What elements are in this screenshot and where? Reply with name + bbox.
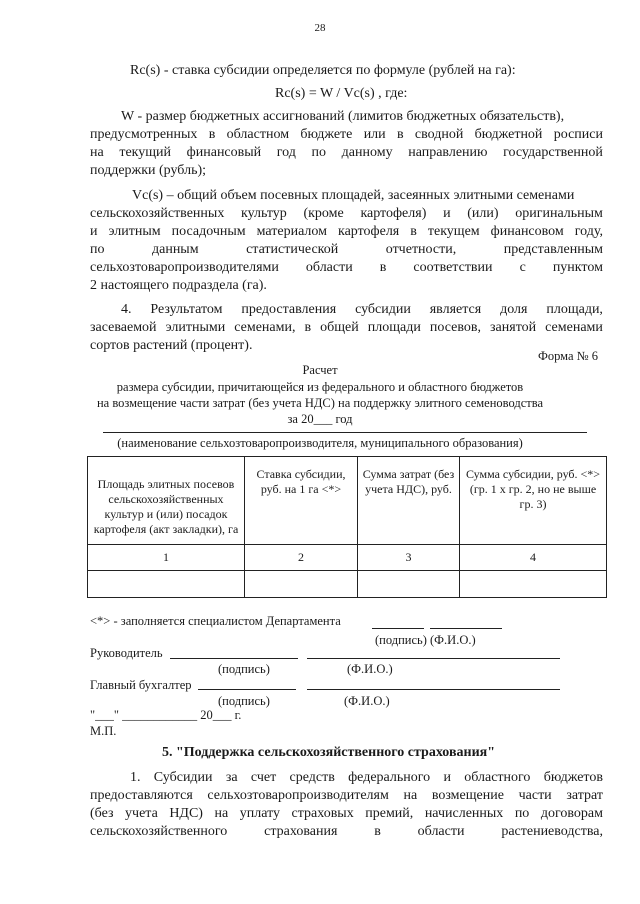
- form-subtitle: размера субсидии, причитающейся из федерального и областного бюджетов: [116, 380, 524, 394]
- justified-line: (без учета НДС) на уплату страховых премий, начисленных по договорам: [90, 806, 603, 821]
- subsidy-rate-definition: Rc(s) - ставка субсидии определяется по формуле (рублей на га):: [130, 63, 516, 78]
- text-line: 2 настоящего подраздела (га).: [90, 278, 267, 293]
- justified-line: предусмотренных в областном бюджете или в сводной бюджетной росписи: [90, 127, 603, 142]
- text-line: сортов растений (процент).: [90, 338, 253, 353]
- calculation-table: [87, 456, 607, 598]
- acc-fio-line: [307, 689, 560, 690]
- justified-line: по данным статистической отчетности, представленным: [90, 242, 603, 257]
- signature-line: [372, 628, 424, 629]
- empty-cell: [88, 571, 245, 598]
- justified-line: 4. Результатом предоставления субсидии является доля площади,: [121, 302, 603, 317]
- w-definition: W - размер бюджетных ассигнований (лимитов бюджетных обязательств),: [121, 109, 565, 124]
- name-fill-line: [103, 432, 587, 433]
- page-number: 28: [314, 22, 326, 34]
- head-label: Руководитель: [90, 646, 163, 660]
- name-caption: (наименование сельхозтоваропроизводителя, муниципального образования): [117, 436, 523, 450]
- footnote: <*> - заполняется специалистом Департамента: [90, 614, 341, 628]
- formula: Rc(s) = W / Vc(s) , где:: [275, 86, 408, 101]
- section-heading: 5. "Поддержка сельскохозяйственного страхования": [162, 745, 495, 760]
- date-line: "___" ____________ 20___ г.: [90, 708, 242, 722]
- acc-signature-line: [198, 689, 296, 690]
- justified-line: засеваемой элитными семенами, в общей площади посевов, занятой семенами: [90, 320, 603, 335]
- header-costs: Сумма затрат (без учета НДС), руб.: [358, 457, 460, 545]
- col-number: 4: [460, 545, 607, 571]
- form-subtitle: на возмещение части затрат (без учета НДС) на поддержку элитного семеноводства: [96, 396, 544, 410]
- header-area: Площадь элитных посевов сельскохозяйственных культур и (или) посадок картофеля (акт закладки), га: [88, 457, 245, 545]
- justified-line: сельскохозяйственного страхования в области растениеводства,: [90, 824, 603, 839]
- form-title: Расчет: [302, 363, 338, 377]
- form-label: Форма № 6: [538, 349, 598, 363]
- header-rate: Ставка субсидии, руб. на 1 га <*>: [245, 457, 358, 545]
- acc-caption-sign: (подпись): [218, 694, 270, 708]
- vc-definition: Vc(s) – общий объем посевных площадей, засеянных элитными семенами: [132, 188, 575, 203]
- justified-line: сельхозтоваропроизводителями области в соответствии с пунктом: [90, 260, 603, 275]
- justified-line: сельскохозяйственных культур (кроме картофеля) и (или) оригинальным: [90, 206, 603, 221]
- acc-caption-fio: (Ф.И.О.): [344, 694, 390, 708]
- stamp-label: М.П.: [90, 724, 117, 738]
- col-number: 3: [358, 545, 460, 571]
- text-line: поддержки (рубль);: [90, 163, 207, 178]
- empty-cell: [358, 571, 460, 598]
- justified-line: предоставляются сельхозтоваропроизводителям на возмещение части затрат: [90, 788, 603, 803]
- form-year: за 20___ год: [287, 412, 353, 426]
- empty-cell: [245, 571, 358, 598]
- head-caption-sign: (подпись): [218, 662, 270, 676]
- col-number: 1: [88, 545, 245, 571]
- justified-line: 1. Субсидии за счет средств федерального и областного бюджетов: [130, 770, 603, 785]
- header-subsidy: Сумма субсидии, руб. <*> (гр. 1 х гр. 2, но не выше гр. 3): [460, 457, 607, 545]
- fio-line: [430, 628, 502, 629]
- accountant-label: Главный бухгалтер: [90, 678, 192, 692]
- head-fio-line: [307, 658, 560, 659]
- footnote-caption: (подпись) (Ф.И.О.): [375, 633, 476, 647]
- head-caption-fio: (Ф.И.О.): [347, 662, 393, 676]
- justified-line: на текущий финансовый год по данному направлению государственной: [90, 145, 603, 160]
- head-signature-line: [170, 658, 298, 659]
- empty-cell: [460, 571, 607, 598]
- col-number: 2: [245, 545, 358, 571]
- justified-line: и элитным посадочным материалом картофеля в текущем финансовом году,: [90, 224, 603, 239]
